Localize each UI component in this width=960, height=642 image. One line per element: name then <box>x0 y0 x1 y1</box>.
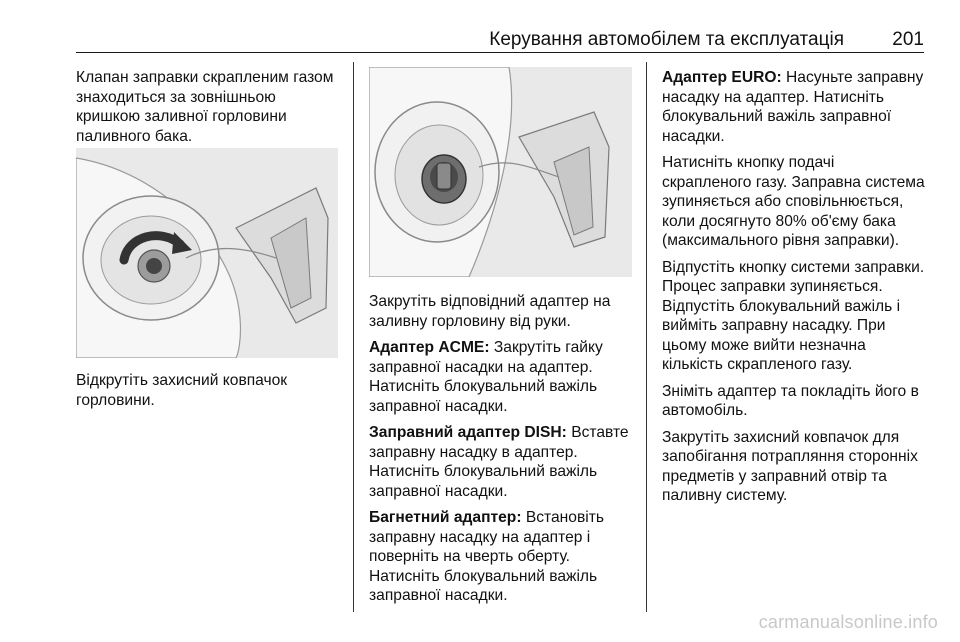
acme-text: Закрутіть гайку заправної насадки на адаптер. Натисніть блокувальний важіль заправної насадки. <box>369 339 603 415</box>
bayonet-text: Встановіть заправну насадку на адаптер і поверніть на чверть оберту. Натисніть блокувальний важіль заправної насадки. <box>369 509 604 604</box>
page-header <box>76 30 924 53</box>
fuel-flap-cap-illustration <box>76 148 338 358</box>
acme-adapter-paragraph <box>369 338 639 416</box>
dish-text: Вставте заправну насадку в адаптер. Натисніть блокувальний важіль заправної насадки. <box>369 424 629 500</box>
column-divider <box>646 62 647 612</box>
gas-adapter-illustration <box>369 67 632 277</box>
intro-paragraph: Клапан заправки скрапленим газом знаходиться за зовнішньою кришкою заливної горловини паливного бака. <box>76 69 334 145</box>
dish-label: Заправний адаптер DISH: <box>369 424 567 441</box>
euro-label: Адаптер EURO: <box>662 69 782 86</box>
bayonet-adapter-paragraph <box>369 508 639 606</box>
fill-button-paragraph: Натисніть кнопку подачі скрапленого газу. Заправна система зупиняється або сповільнюється, коли досягнуто 80% об'єму бака (максимального рівня заправки). <box>662 154 925 249</box>
column-1-caption <box>76 371 344 417</box>
acme-label: Адаптер ACME: <box>369 339 490 356</box>
adapter-drawing <box>369 67 632 277</box>
column-1 <box>76 68 344 153</box>
release-paragraph: Відпустіть кнопку системи заправки. Процес заправки зупиняється. Відпустіть блокувальний важіль і вийміть заправну насадку. При цьому може вийти незначна кількість скрапленого газу. <box>662 258 925 373</box>
page-number: 201 <box>892 29 924 50</box>
column-2 <box>369 292 639 613</box>
euro-text: Насуньте заправну насадку на адаптер. Натисніть блокувальний важіль заправної насадки. <box>662 69 924 145</box>
column-3 <box>662 68 926 513</box>
close-cap-paragraph: Закрутіть захисний ковпачок для запобігання потрапляння сторонніх предметів у заправний отвір та паливну систему. <box>662 428 918 504</box>
euro-adapter-paragraph <box>662 68 926 146</box>
adapter-intro-paragraph: Закрутіть відповідний адаптер на заливну горловину від руки. <box>369 293 611 330</box>
figure-caption: Відкрутіть захисний ковпачок горловини. <box>76 372 288 409</box>
header-title: Керування автомобілем та експлуатація <box>489 29 844 50</box>
watermark: carmanualsonline.info <box>758 612 938 632</box>
remove-adapter-paragraph: Зніміть адаптер та покладіть його в автомобіль. <box>662 382 919 419</box>
column-divider <box>353 62 354 612</box>
cap-removal-drawing <box>76 148 338 358</box>
bayonet-label: Багнетний адаптер: <box>369 509 522 526</box>
dish-adapter-paragraph <box>369 423 639 501</box>
